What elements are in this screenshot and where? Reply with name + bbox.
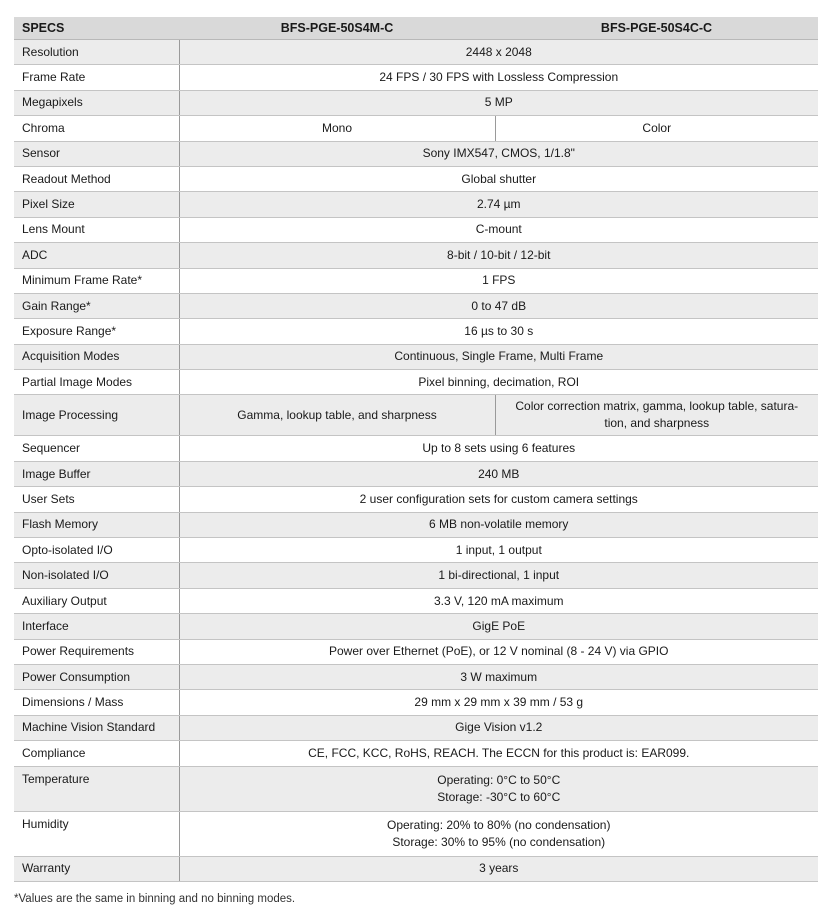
row-value: CE, FCC, KCC, RoHS, REACH. The ECCN for this product is: EAR099. [179,741,818,766]
table-row [14,436,818,461]
row-label: Megapixels [14,90,179,115]
table-row [14,344,818,369]
row-value: 3.3 V, 120 mA maximum [179,588,818,613]
table-row [14,293,818,318]
row-label: Readout Method [14,166,179,191]
table-row [14,690,818,715]
row-value-mono: Gamma, lookup table, and sharpness [179,395,495,436]
row-label: Interface [14,614,179,639]
table-row [14,40,818,65]
model-color-header: BFS-PGE-50S4C-C [495,17,818,40]
row-value: 3 years [179,856,818,881]
row-label: Warranty [14,856,179,881]
value-line: Storage: 30% to 95% (no condensation) [392,834,606,849]
row-label: Pixel Size [14,192,179,217]
row-value: 1 input, 1 output [179,538,818,563]
table-row [14,166,818,191]
row-label: Lens Mount [14,217,179,242]
header-row [14,17,818,40]
row-value: 240 MB [179,461,818,486]
row-value: 5 MP [179,90,818,115]
table-row [14,461,818,486]
row-value: 24 FPS / 30 FPS with Lossless Compression [179,65,818,90]
row-value: 29 mm x 29 mm x 39 mm / 53 g [179,690,818,715]
table-row [14,487,818,512]
row-label: Image Buffer [14,461,179,486]
row-value: 1 bi-directional, 1 input [179,563,818,588]
row-label: Minimum Frame Rate* [14,268,179,293]
row-label: User Sets [14,487,179,512]
table-row [14,65,818,90]
row-value: 6 MB non-volatile memory [179,512,818,537]
table-row [14,243,818,268]
specs-header: SPECS [14,17,179,40]
row-value: Gige Vision v1.2 [179,715,818,740]
table-row [14,766,818,811]
table-row [14,811,818,856]
row-value-color: Color [495,116,818,141]
value-line: Color correction matrix, gamma, lookup table, satura- [515,399,799,414]
row-value: GigE PoE [179,614,818,639]
row-value: Power over Ethernet (PoE), or 12 V nominal (8 - 24 V) via GPIO [179,639,818,664]
table-row [14,614,818,639]
table-row [14,856,818,881]
row-value [179,766,818,811]
row-value: Up to 8 sets using 6 features [179,436,818,461]
row-value: 3 W maximum [179,664,818,689]
row-label: ADC [14,243,179,268]
table-row [14,715,818,740]
table-row [14,268,818,293]
table-row [14,512,818,537]
row-label: Compliance [14,741,179,766]
table-row [14,563,818,588]
table-row [14,116,818,141]
table-row [14,192,818,217]
value-line: Operating: 20% to 80% (no condensation) [387,817,611,832]
row-label: Acquisition Modes [14,344,179,369]
footnote: *Values are the same in binning and no binning modes. [14,893,296,905]
row-value: 8-bit / 10-bit / 12-bit [179,243,818,268]
row-value: Pixel binning, decimation, ROI [179,370,818,395]
row-label: Image Processing [14,395,179,436]
value-line: Operating: 0°C to 50°C [437,772,561,787]
row-label: Resolution [14,40,179,65]
row-value: 2.74 µm [179,192,818,217]
row-label: Machine Vision Standard [14,715,179,740]
row-value: C-mount [179,217,818,242]
row-label: Opto-isolated I/O [14,538,179,563]
row-label: Temperature [14,766,179,811]
table-row [14,90,818,115]
row-value: 2 user configuration sets for custom camera settings [179,487,818,512]
row-label: Gain Range* [14,293,179,318]
value-line: tion, and sharpness [604,416,710,431]
row-label: Dimensions / Mass [14,690,179,715]
row-value: 1 FPS [179,268,818,293]
row-value-mono: Mono [179,116,495,141]
row-label: Sequencer [14,436,179,461]
row-value: Continuous, Single Frame, Multi Frame [179,344,818,369]
table-row [14,217,818,242]
row-label: Power Consumption [14,664,179,689]
table-row [14,639,818,664]
row-label: Humidity [14,811,179,856]
table-row [14,370,818,395]
row-label: Flash Memory [14,512,179,537]
row-value: Sony IMX547, CMOS, 1/1.8" [179,141,818,166]
row-label: Frame Rate [14,65,179,90]
value-line: Storage: -30°C to 60°C [437,789,561,804]
table-row [14,538,818,563]
model-mono-header: BFS-PGE-50S4M-C [179,17,495,40]
row-label: Sensor [14,141,179,166]
table-row [14,741,818,766]
row-value: 16 µs to 30 s [179,319,818,344]
row-value: 2448 x 2048 [179,40,818,65]
row-label: Non-isolated I/O [14,563,179,588]
specs-table [14,17,818,882]
row-label: Partial Image Modes [14,370,179,395]
row-label: Exposure Range* [14,319,179,344]
row-value: 0 to 47 dB [179,293,818,318]
row-label: Power Requirements [14,639,179,664]
table-row [14,664,818,689]
table-row [14,588,818,613]
table-row [14,141,818,166]
table-row [14,395,818,436]
row-label: Auxiliary Output [14,588,179,613]
row-value-color [495,395,818,436]
row-value [179,811,818,856]
row-value: Global shutter [179,166,818,191]
row-label: Chroma [14,116,179,141]
table-row [14,319,818,344]
